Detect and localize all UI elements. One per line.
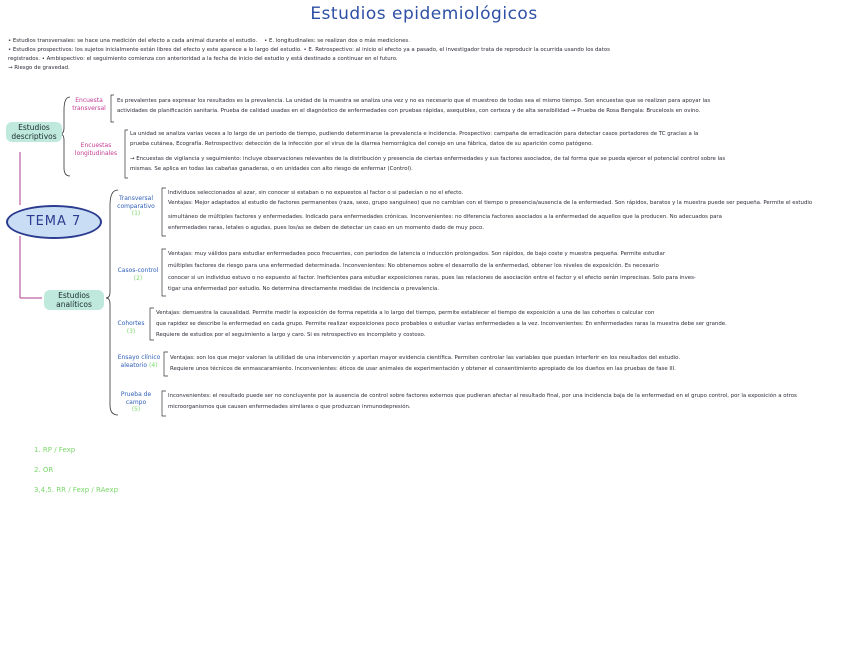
analitico-code: (5) (131, 406, 141, 413)
analitico-label-cohortes (112, 320, 150, 335)
analitico-text: múltiples factores de riesgo para una enfermedad determinada. Inconvenientes: No obtenemos sobre el desarrollo de la enfermedad, obtener los niveles de exposición. Es necesario (168, 263, 659, 269)
analitico-name: Casos-control (117, 267, 159, 274)
intro-registrados: registrados. • Ambispectivo: el seguimiento comienza con anterioridad a la fecha de inicio del estudio y está destinado a continuar en el futuro. (8, 56, 398, 62)
analitico-text: Individuos seleccionados al azar, sin conocer si estaban o no expuestos al factor o si padecían o no el efecto. (168, 190, 464, 196)
transversal-line-1: Es prevalentes para expresar los resultados es la prevalencia. La unidad de la muestra se analiza una vez y no es necesario que el muestreo de todas sea el mismo tiempo. Son encuestas que se realizan para apoyar las (117, 98, 711, 104)
analitico-label-ensayo (112, 354, 166, 369)
analitico-name: Prueba de campo (120, 391, 152, 406)
analitico-text: que rapidez se describe la enfermedad en cada grupo. Permite realizar exposiciones poco probables o estudiar varias enfermedades a la vez. Inconvenientes: En enfermedades raras la muestra debe ser grande. (156, 321, 727, 327)
analitico-text: simultáneo de múltiples factores y enfermedades. Indicado para enfermedades crónicas. Inconvenientes: no diferencia factores asociados a la enfermedad de aquellos que la producen. No adecuados para (168, 214, 722, 220)
intro-transversales: • Estudios transversales: se hace una medición del efecto a cada animal durante el estudio. (8, 38, 258, 44)
longitudinal-label: Encuestas longitudinales (74, 142, 118, 157)
analitico-text: Ventajas: muy válidos para estudiar enfermedades poco frecuentes, con periodos de latencia o inducción prolongados. Son rápidos, de bajo coste y muestra pequeña. Permite estudiar (168, 251, 666, 257)
item-bracket (162, 391, 166, 416)
analitico-text: enfermedades raras, letales o agudas, pues los/as se deben de detectar un caso en un momento dado de muy poco. (168, 225, 484, 231)
analitico-text: tigar una enfermedad por estudio. No determina directamente medidas de incidencia o prevalencia. (168, 286, 440, 292)
analitico-name: Cohortes (117, 320, 145, 327)
analitico-code: (3) (126, 327, 136, 335)
longitudinal-line-3: → Encuestas de vigilancia y seguimiento: incluye observaciones relevantes de la distribución y presencia de ciertas enfermedades y sus factores asociados, de tal forma que se pueda ejercer el potencial control sobre las (130, 156, 726, 162)
analitico-text: Ventajas: Mejor adaptados al estudio de factores permanentes (raza, sexo, grupo sanguíneo) que no cambian con el tiempo o presencia/ausencia de la enfermedad. Son rápidos, baratos y la muestra puede ser pequeña. Permite el estudio (168, 200, 813, 206)
analitico-text: Ventajas: son los que mejor valoran la utilidad de una intervención y aportan mayor evidencia científica. Permiten controlar las variables que puedan interferir en los resultados del estudio. (170, 355, 681, 361)
analitico-text: Requiere unos técnicos de enmascaramiento. Inconvenientes: éticos de usar animales de experimentación y obtener el consentimiento apropiado de los dueños en las pruebas de fase III. (170, 366, 676, 372)
item-bracket (150, 308, 154, 340)
item-bracket (162, 249, 166, 296)
analitico-label-prueba (112, 391, 160, 414)
ratio-item: 1. RP / Fexp (34, 446, 76, 454)
analiticos-bracket (106, 190, 118, 415)
longitudinal-line-2: prueba cutánea, Ecografía. Retrospectivo: detección de la infección por el virus de la diarrea hemorrágica del conejo en una fábrica, datos de su aparición como patógeno. (130, 141, 594, 147)
ratio-item: 3,4,5. RR / Fexp / RAexp (34, 486, 119, 494)
analitico-text: Ventajas: demuestra la causalidad. Permite medir la exposición de forma repetida a lo largo del tiempo, permite establecer el tiempo de exposición a una de las cohortes o calcular con (156, 310, 655, 316)
transversal-label: Encuesta transversal (72, 97, 106, 112)
descriptivos-label: Estudios descriptivos (6, 122, 62, 142)
longitudinal-line-1: La unidad se analiza varias veces a lo largo de un periodo de tiempo, pudiendo determinarse la prevalencia e incidencia. Prospectivo: campaña de erradicación para detectar casos portadores de TC gracias a la (130, 131, 699, 137)
intro-riesgo: → Riesgo de gravedad. (8, 65, 70, 71)
analitico-name: Transversal comparativo (117, 195, 155, 210)
analitico-code: (4) (148, 361, 158, 369)
item-bracket (162, 188, 166, 236)
analitico-label-transversal (112, 195, 160, 218)
transversal-line-2: actividades de planificación sanitaria. Prueba de calidad usadas en el diagnóstico de enfermedades con pruebas rápidas, asequibles, con certeza y de alta sensibilidad → Prueba de Rosa Bengala: Brucelosis en ovino. (117, 108, 701, 114)
analitico-code: (2) (133, 274, 143, 282)
analitico-code: (1) (131, 210, 141, 217)
analitico-text: Requiere de estudios por el seguimiento a largo y caro. Si es retrospectivo es incompleto y costoso. (156, 332, 426, 338)
analitico-text: Inconvenientes: el resultado puede ser no concluyente por la ausencia de control sobre factores externos que pudieran afectar al resultado final, por una incidencia baja de la enfermedad en el grupo control, por la exposición a otros (168, 393, 797, 399)
ratio-item: 2. OR (34, 466, 54, 474)
analitico-name: Ensayo clínico aleatorio (117, 354, 161, 369)
transversal-bracket (111, 95, 114, 122)
page-title: Estudios epidemiológicos (310, 4, 538, 24)
intro-prospectivos: • Estudios prospectivos: los sujetos inicialmente están libres del efecto y este aparece a lo largo del estudio. • E. Retrospectivo: al inicio el efecto ya a pasado, el investigador trata de reproducir la ocurrida usando los datos (8, 47, 610, 53)
analitico-label-casos-control (114, 267, 162, 282)
analiticos-label: Estudios analíticos (44, 290, 104, 310)
longitudinal-line-4: mismas. Se aplica en todas las cabañas ganaderas, o en unidades con alto riesgo de enfermar (Control). (130, 166, 413, 172)
analitico-text: microorganismos que causen enfermedades similares o que produzcan inmunodepresión. (168, 404, 411, 410)
tema-badge: TEMA 7 (6, 205, 102, 239)
longitudinal-bracket (125, 130, 128, 178)
analitico-text: conocer si un individuo estuvo o no expuesto al factor. Ineficientes para estudiar exposiciones raras, pues las relaciones de asociación entre el factor y el efecto serán imprecisas. Solo para inves- (168, 275, 696, 281)
intro-longitudinales: • E. longitudinales: se realizan dos o más mediciones. (264, 38, 410, 44)
